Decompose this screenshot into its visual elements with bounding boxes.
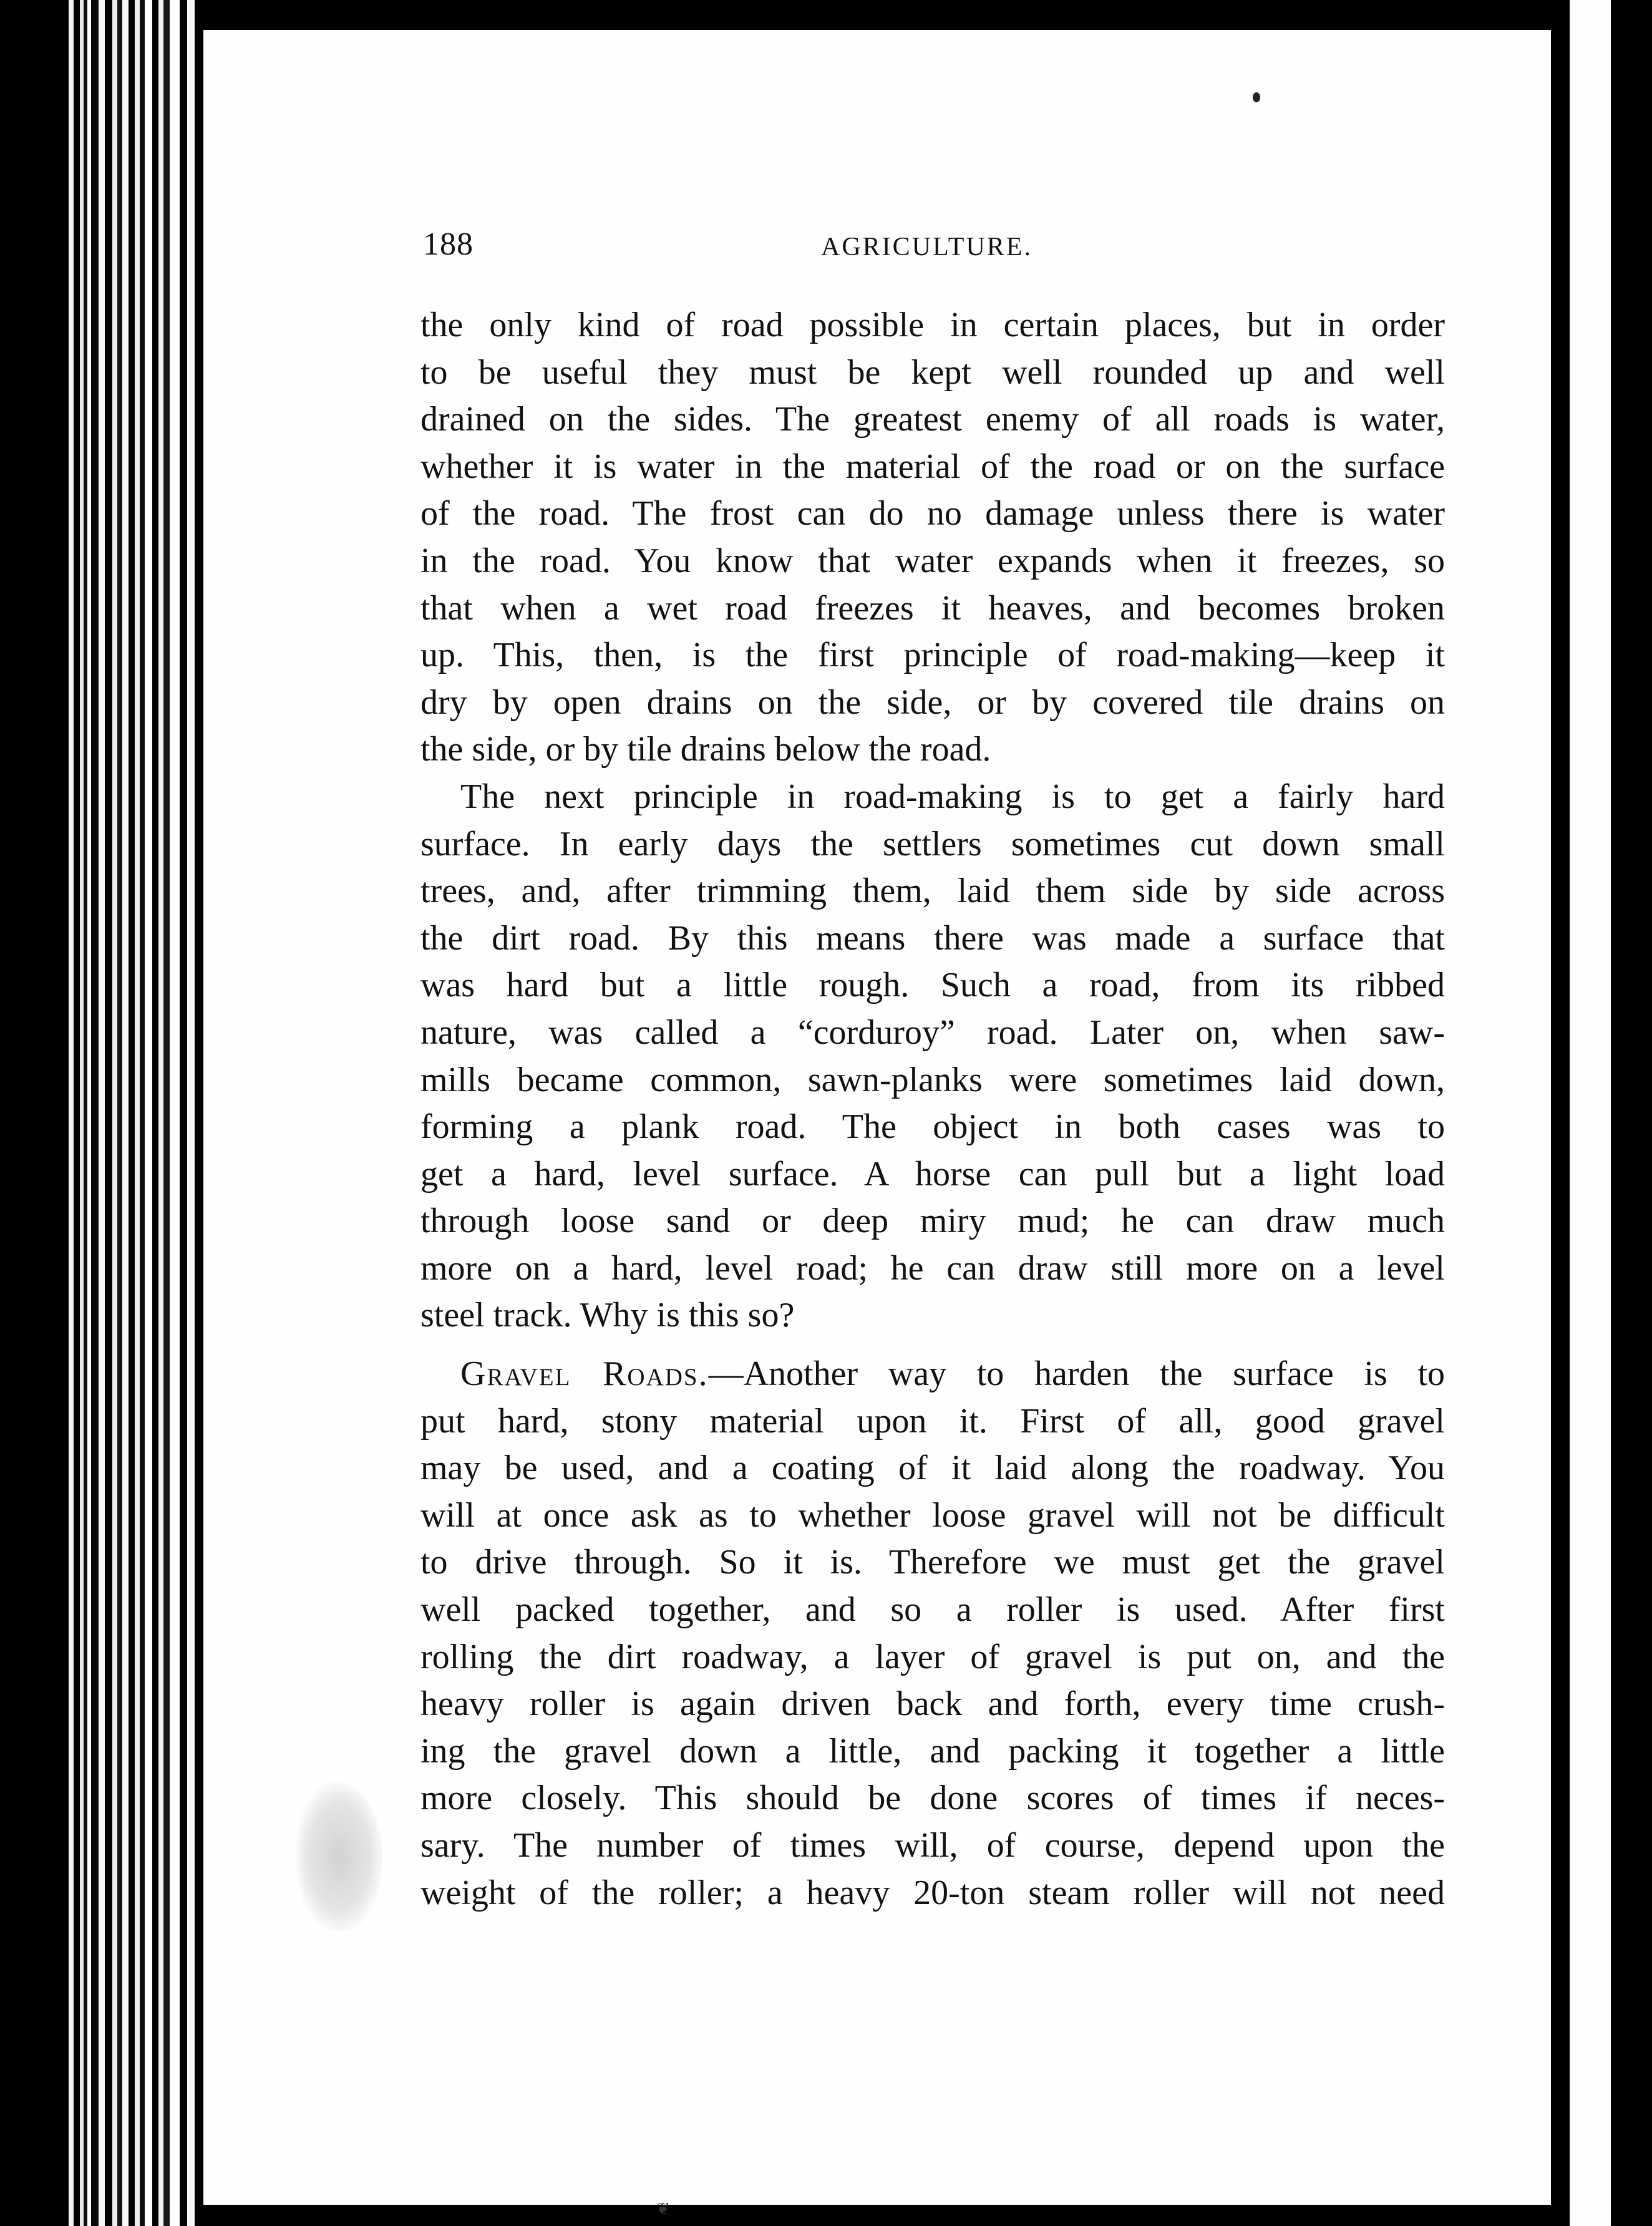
text-line: whether it is water in the material of the road or on the surface xyxy=(420,447,1445,486)
text-line: get a hard, level surface. A horse can pull but a light load xyxy=(420,1154,1445,1193)
text-line xyxy=(420,1351,1445,1398)
text-line: mills became common, sawn-planks were sometimes laid down, xyxy=(420,1060,1445,1099)
text-line: rolling the dirt roadway, a layer of gravel is put on, and the xyxy=(420,1637,1445,1676)
body-text xyxy=(420,302,1445,1917)
right-page-edge xyxy=(1551,0,1652,2226)
text-line: drained on the sides. The greatest enemy of all roads is water, xyxy=(420,400,1445,439)
text-line: trees, and, after trimming them, laid them side by side across xyxy=(420,872,1445,911)
running-head: AGRICULTURE. xyxy=(821,233,1032,261)
text-line: to be useful they must be kept well rounded up and well xyxy=(420,352,1445,392)
scan-artifact-mark: ❦ xyxy=(656,2200,670,2219)
text-line: of the road. The frost can do no damage unless there is water xyxy=(420,494,1445,533)
text-line: will at once ask as to whether loose gravel will not be difficult xyxy=(420,1495,1445,1535)
text-line: more closely. This should be done scores of times if neces- xyxy=(420,1779,1445,1818)
text-line: ing the gravel down a little, and packing it together a little xyxy=(420,1731,1445,1771)
paragraph xyxy=(420,302,1445,774)
text-line: sary. The number of times will, of course, depend upon the xyxy=(420,1826,1445,1865)
text-line: in the road. You know that water expands when it freezes, so xyxy=(420,541,1445,580)
text-line: dry by open drains on the side, or by covered tile drains on xyxy=(420,683,1445,722)
paragraph xyxy=(420,774,1445,1339)
text-line: weight of the roller; a heavy 20-ton steam roller will not need xyxy=(420,1873,1445,1912)
page-header xyxy=(423,226,1446,270)
page-number: 188 xyxy=(423,226,474,262)
text-line: heavy roller is again driven back and forth, every time crush- xyxy=(420,1684,1445,1724)
text-line: the dirt road. By this means there was made a surface that xyxy=(420,918,1445,958)
text-line: may be used, and a coating of it laid along the roadway. You xyxy=(420,1449,1445,1488)
text-line: well packed together, and so a roller is used. After first xyxy=(420,1590,1445,1630)
text-line: the side, or by tile drains below the road. xyxy=(420,730,991,769)
text-line: put hard, stony material upon it. First of all, good gravel xyxy=(420,1401,1445,1441)
paper-stain xyxy=(296,1782,383,1932)
ink-fleck xyxy=(1253,92,1260,102)
text-line: was hard but a little rough. Such a road, from its ribbed xyxy=(420,966,1445,1005)
text-line: that when a wet road freezes it heaves, and becomes broken xyxy=(420,588,1445,628)
text-line: through loose sand or deep miry mud; he can draw much xyxy=(420,1202,1445,1241)
text-line: The next principle in road-making is to get a fairly hard xyxy=(460,777,1445,816)
text-line: the only kind of road possible in certain places, but in order xyxy=(420,306,1445,344)
section-heading: Gravel Roads. xyxy=(460,1354,709,1394)
book-gutter-edge xyxy=(0,0,206,2226)
text-line: forming a plank road. The object in both cases was to xyxy=(420,1107,1445,1147)
text-line-run: —Another way to harden the surface is to xyxy=(708,1354,1445,1394)
text-line: surface. In early days the settlers sometimes cut down small xyxy=(420,824,1445,863)
paragraph-gap xyxy=(420,1339,1445,1351)
text-line: steel track. Why is this so? xyxy=(420,1296,795,1335)
text-line: up. This, then, is the first principle of road-making—keep it xyxy=(420,636,1445,675)
text-line: more on a hard, level road; he can draw still more on a level xyxy=(420,1248,1445,1288)
paragraph xyxy=(420,1351,1445,1917)
text-line: to drive through. So it is. Therefore we must get the gravel xyxy=(420,1543,1445,1582)
text-line: nature, was called a “corduroy” road. Later on, when saw- xyxy=(420,1013,1445,1052)
